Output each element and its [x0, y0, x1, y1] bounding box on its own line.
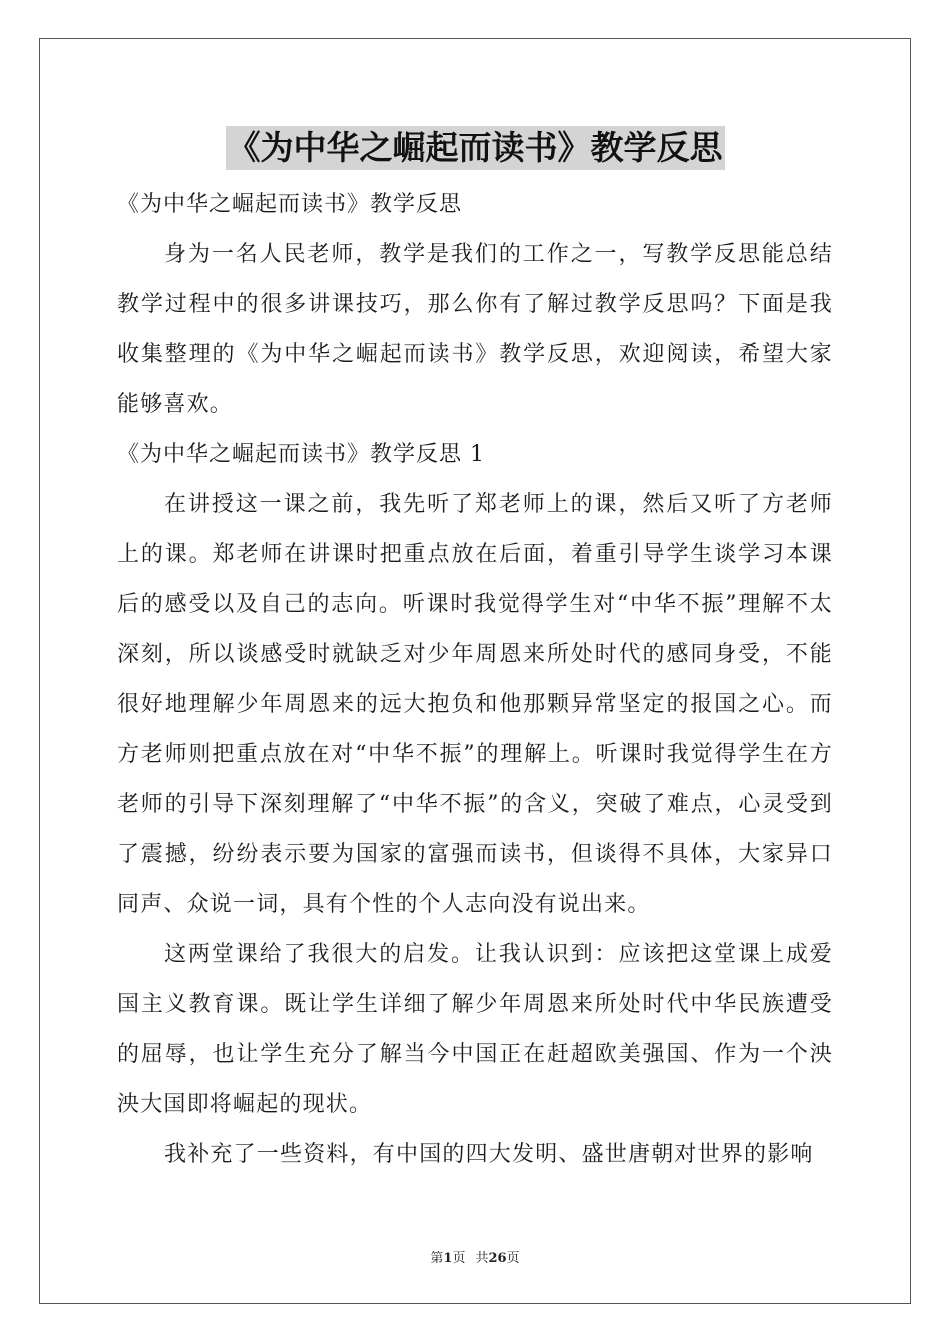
section-paragraph-3: 我补充了一些资料，有中国的四大发明、盛世唐朝对世界的影响: [164, 1142, 814, 1167]
page-footer: [0, 1247, 950, 1266]
document-body: [117, 180, 833, 1180]
total-suffix: 页: [506, 1251, 520, 1266]
section-heading: 《为中华之崛起而读书》教学反思 1: [117, 442, 485, 467]
page-suffix: 页: [452, 1251, 466, 1266]
document-subtitle: 《为中华之崛起而读书》教学反思: [117, 192, 463, 217]
total-prefix: 共: [475, 1251, 489, 1266]
page-number: 1: [443, 1251, 453, 1266]
document-title: 《为中华之崛起而读书》教学反思: [226, 126, 725, 170]
title-container: [0, 126, 950, 170]
section-paragraph-2: 这两堂课给了我很大的启发。让我认识到：应该把这堂课上成爱国主义教育课。既让学生详细了解少年周恩来所处时代中华民族遭受的屈辱，也让学生充分了解当今中国正在赶超欧美强国、作为一个泱泱大国即将崛起的现状。: [117, 942, 833, 1117]
intro-paragraph: 身为一名人民老师，教学是我们的工作之一，写教学反思能总结教学过程中的很多讲课技巧，那么你有了解过教学反思吗？下面是我收集整理的《为中华之崛起而读书》教学反思，欢迎阅读，希望大家能够喜欢。: [117, 242, 833, 417]
total-pages: 26: [488, 1251, 507, 1266]
page-prefix: 第: [430, 1251, 444, 1266]
section-paragraph-1: 在讲授这一课之前，我先听了郑老师上的课，然后又听了方老师上的课。郑老师在讲课时把重点放在后面，着重引导学生谈学习本课后的感受以及自己的志向。听课时我觉得学生对“中华不振”理解不太深刻，所以谈感受时就缺乏对少年周恩来所处时代的感同身受，不能很好地理解少年周恩来的远大抱负和他那颗异常坚定的报国之心。而方老师则把重点放在对“中华不振”的理解上。听课时我觉得学生在方老师的引导下深刻理解了“中华不振”的含义，突破了难点，心灵受到了震撼，纷纷表示要为国家的富强而读书，但谈得不具体，大家异口同声、众说一词，具有个性的个人志向没有说出来。: [117, 492, 833, 917]
